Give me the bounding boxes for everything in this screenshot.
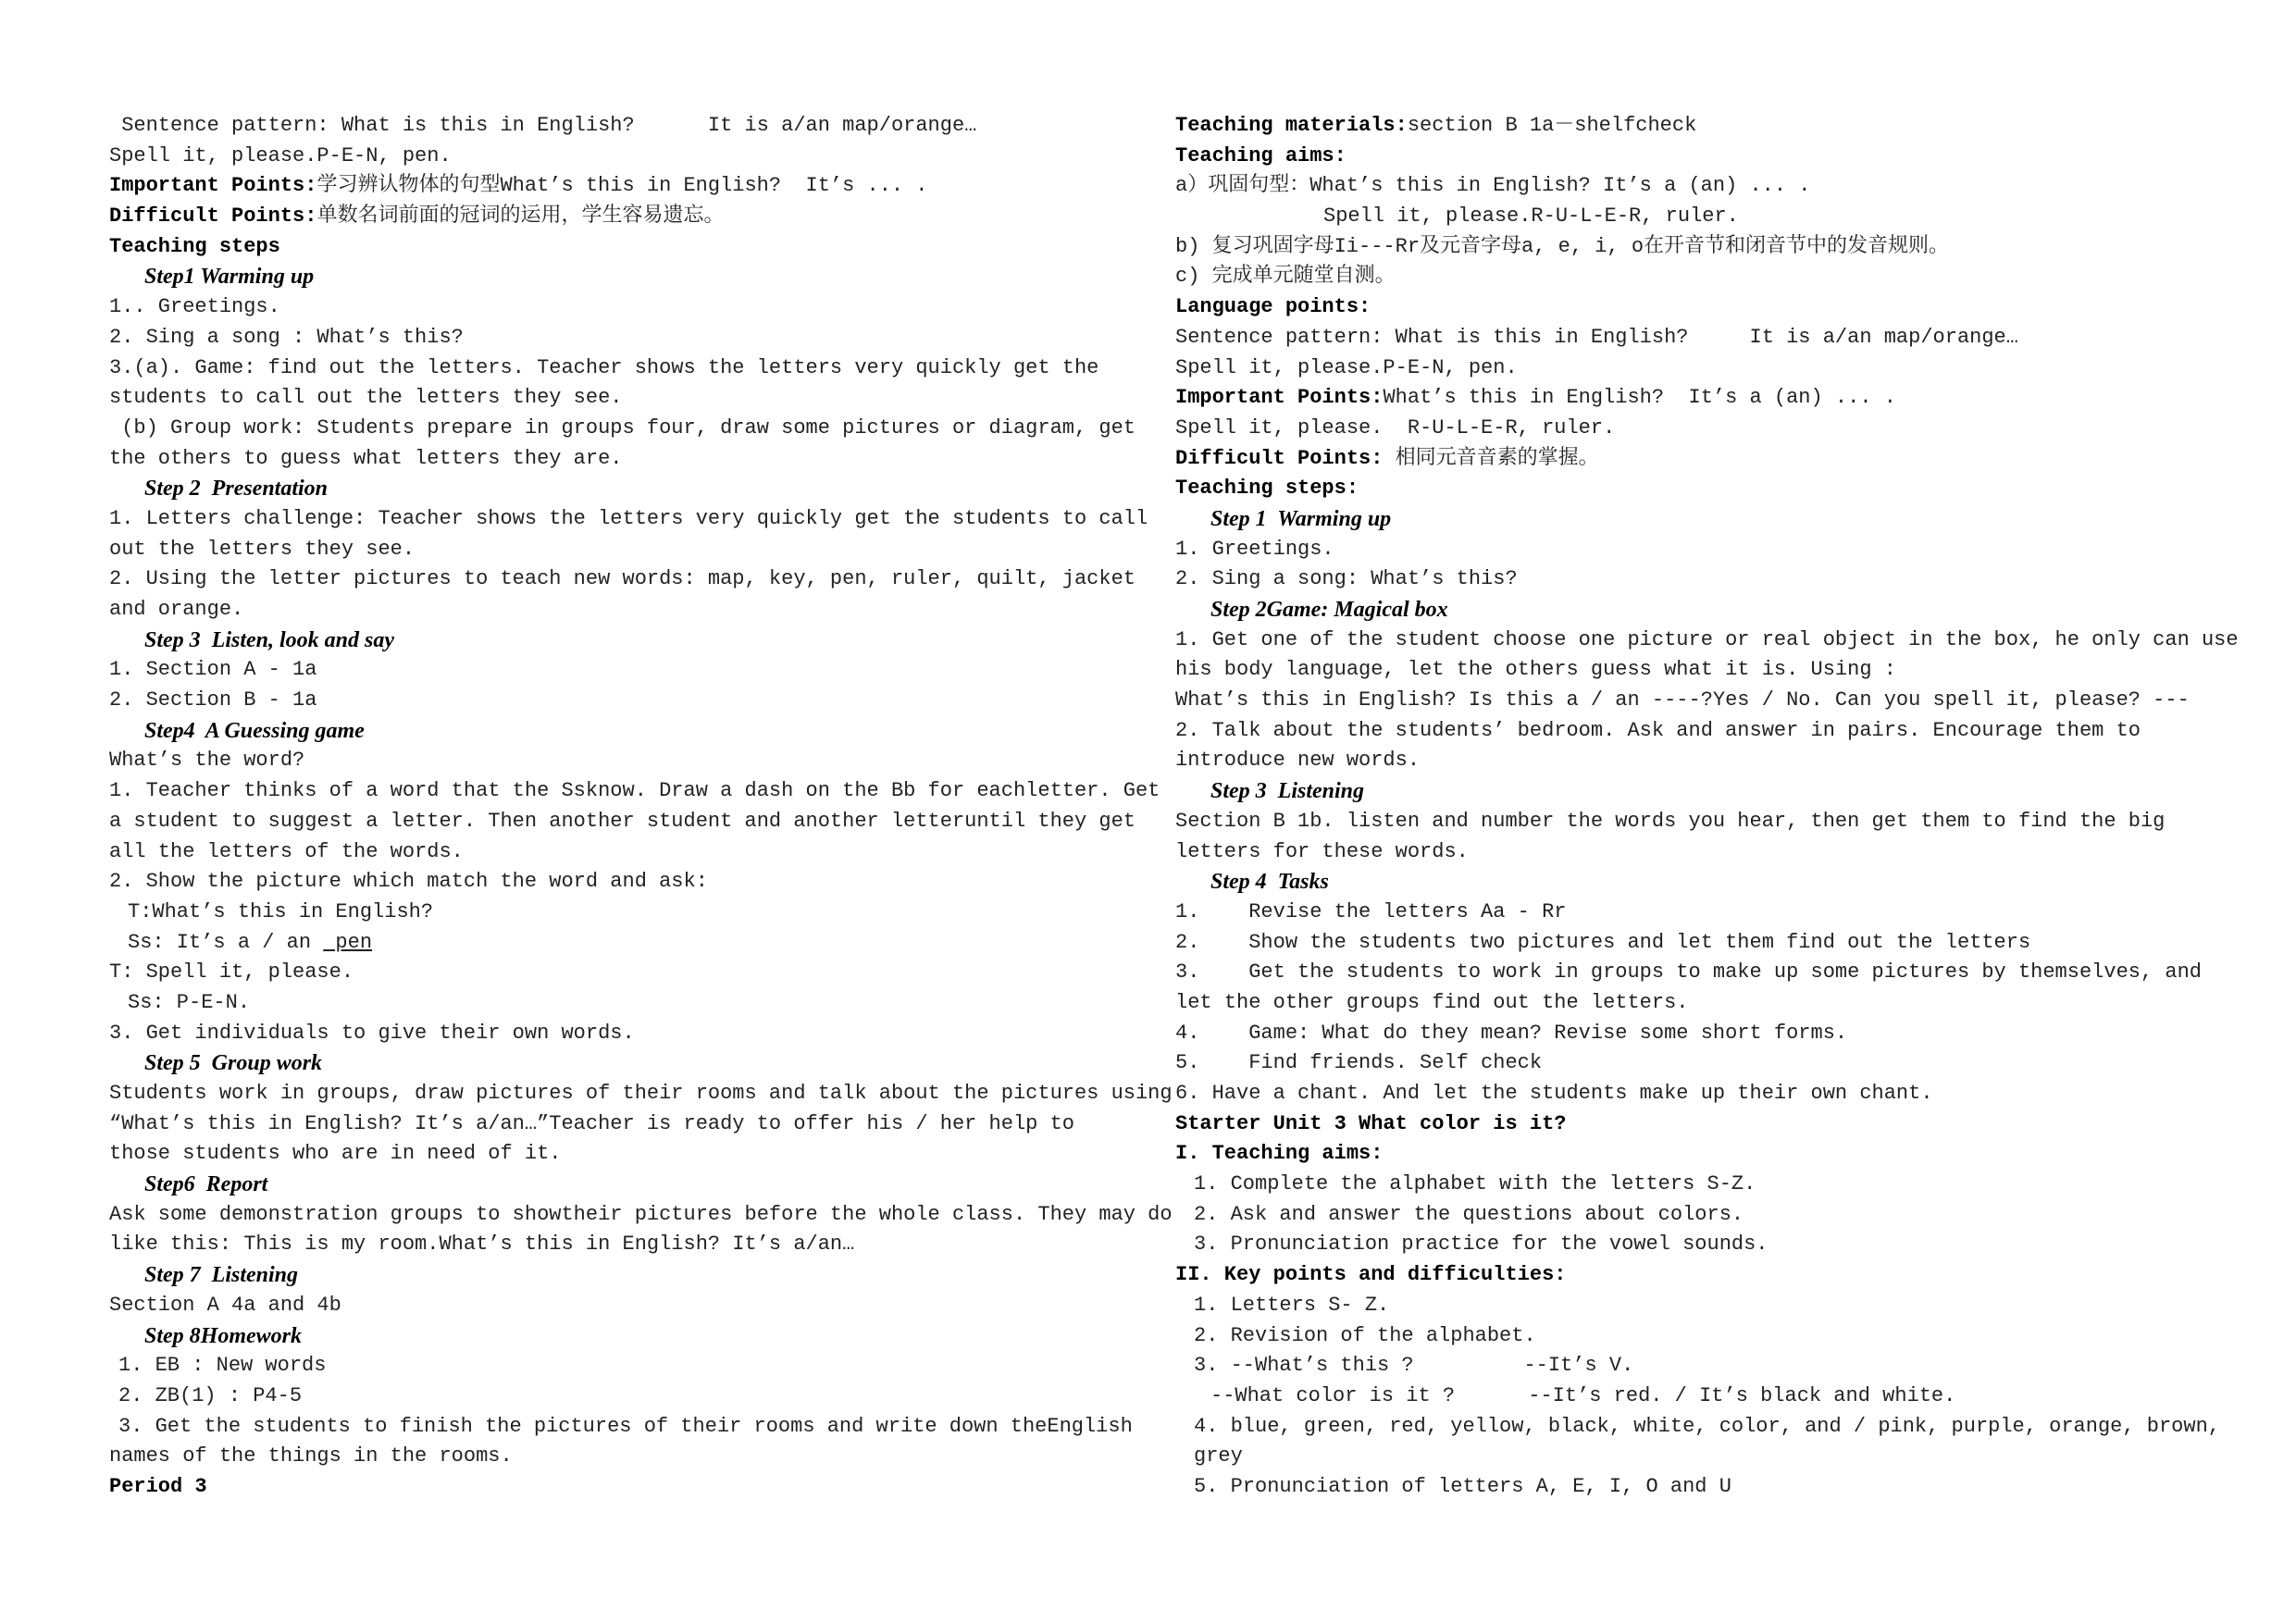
- list-item: 2. Ask and answer the questions about colors.: [1194, 1202, 1744, 1226]
- teaching-aims-heading: I. Teaching aims:: [1175, 1142, 1384, 1166]
- underlined-answer: pen: [323, 930, 373, 954]
- left-column: [109, 111, 1173, 1503]
- step-heading: Step4 A Guessing game: [144, 718, 365, 743]
- difficult-points-label: Difficult Points:: [1175, 446, 1384, 470]
- step-heading: Step 3 Listen, look and say: [144, 627, 395, 652]
- text-line: Students work in groups, draw pictures of their rooms and talk about the pictures using: [109, 1082, 1173, 1105]
- text-line: 2. Using the letter pictures to teach new words: map, key, pen, ruler, quilt, jacket: [109, 567, 1136, 591]
- dialogue-line: [109, 928, 1155, 959]
- step-heading: Step 7 Listening: [144, 1263, 299, 1288]
- teaching-materials: [1175, 111, 2212, 142]
- list-item: 5. Pronunciation of letters A, E, I, O and U: [1194, 1474, 1731, 1498]
- text-line: Spell it, please.P-E-N, pen.: [1175, 355, 1518, 379]
- important-points-label: Important Points:: [109, 174, 317, 198]
- text-line: Spell it, please.R-U-L-E-R, ruler.: [1323, 204, 1739, 229]
- text-line: 1. Greetings.: [1175, 537, 1334, 561]
- list-item: 3. Pronunciation practice for the vowel sounds.: [1194, 1233, 1769, 1257]
- unit-heading: Starter Unit 3 What color is it?: [1175, 1111, 1567, 1135]
- text-line: 2. Talk about the students’ bedroom. Ask and answer in pairs. Encourage them to: [1175, 718, 2141, 742]
- text-line: the others to guess what letters they are.: [109, 446, 623, 470]
- text-line: 3. Get the students to work in groups to make up some pictures by themselves, and: [1175, 960, 2202, 985]
- text-line: “What’s this in English? It’s a/an…”Teacher is ready to offer his / her help to: [109, 1111, 1074, 1135]
- text-line: Section B 1b. listen and number the words you hear, then get them to find the big: [1175, 809, 2166, 833]
- text-line: his body language, let the others guess what it is. Using :: [1175, 658, 1896, 682]
- text-line: What’s the word?: [109, 749, 305, 773]
- period-heading: Period 3: [109, 1474, 207, 1498]
- text-line: T:What’s this in English?: [128, 899, 434, 923]
- text-line: 3. Get individuals to give their own words.: [109, 1021, 635, 1045]
- text-line: out the letters they see.: [109, 537, 416, 561]
- sentence-pattern: Sentence pattern: What is this in English? It is a/an map/orange…: [109, 114, 977, 137]
- text-line: Ss: P-E-N.: [128, 990, 251, 1014]
- text-line: and orange.: [109, 598, 244, 621]
- list-item: 2. Revision of the alphabet.: [1194, 1323, 1536, 1347]
- text-line: What’s this in English? Is this a / an ----?Yes / No. Can you spell it, please? ---: [1175, 688, 2190, 712]
- text-line: Ask some demonstration groups to showtheir pictures before the whole class. They may do: [109, 1202, 1173, 1226]
- difficult-points-label: Difficult Points:: [109, 204, 317, 229]
- text-line: 1. Section A - 1a: [109, 658, 317, 682]
- text-line: 2. Show the students two pictures and let them find out the letters: [1175, 930, 2031, 954]
- text-line: 1. Get one of the student choose one picture or real object in the box, he only can use: [1175, 627, 2239, 651]
- teaching-materials-label: Teaching materials:: [1175, 114, 1408, 137]
- text-line: introduce new words.: [1175, 749, 1421, 773]
- text-line: 2. Show the picture which match the word and ask:: [109, 870, 708, 894]
- key-points-heading: II. Key points and difficulties:: [1175, 1263, 1567, 1287]
- step-heading: Step 8Homework: [144, 1323, 303, 1348]
- text-line: let the other groups find out the letters.: [1175, 990, 1689, 1014]
- text-line: all the letters of the words.: [109, 839, 464, 863]
- text-line: letters for these words.: [1175, 839, 1469, 863]
- important-points: [1175, 383, 2212, 414]
- text-line: b) 复习巩固字母Ii---Rr及元音字母a, e, i, o在开音节和闭音节中的发音规则。: [1175, 234, 1950, 258]
- text-line: Section A 4a and 4b: [109, 1293, 341, 1317]
- list-item: --What color is it ? --It’s red. / It’s black and white.: [1210, 1383, 1956, 1407]
- step-heading: Step 1 Warming up: [1210, 506, 1392, 531]
- text-line: 1. Teacher thinks of a word that the Ssknow. Draw a dash on the Bb for eachletter. Get: [109, 779, 1160, 803]
- text-line: 2. ZB(1) : P4-5: [118, 1383, 303, 1407]
- spell-line: Spell it, please.P-E-N, pen.: [109, 143, 452, 167]
- list-item: 4. blue, green, red, yellow, black, white, color, and / pink, purple, orange, brown,: [1194, 1414, 2220, 1438]
- text-line: 1. Letters challenge: Teacher shows the letters very quickly get the students to call: [109, 506, 1148, 530]
- text-line: Spell it, please. R-U-L-E-R, ruler.: [1175, 415, 1616, 440]
- teaching-steps-heading: Teaching steps:: [1175, 477, 1359, 501]
- text-line: Sentence pattern: What is this in English? It is a/an map/orange…: [1175, 325, 2018, 349]
- text-line: those students who are in need of it.: [109, 1142, 562, 1166]
- teaching-materials-text: section B 1a－shelfcheck: [1407, 114, 1697, 137]
- text-line: a）巩固句型：What’s this in English? It’s a (an) ... .: [1175, 174, 1811, 198]
- step-heading: Step 2 Presentation: [144, 477, 329, 502]
- list-item: 3. --What’s this ? --It’s V.: [1194, 1354, 1634, 1378]
- step-heading: Step 3 Listening: [1210, 779, 1365, 804]
- important-points-text: 学习辨认物体的句型What’s this in English? It’s ... .: [316, 174, 928, 198]
- teaching-steps-heading: Teaching steps: [109, 234, 280, 258]
- important-points: [109, 171, 1155, 202]
- step-heading: Step6 Report: [144, 1172, 268, 1197]
- step-heading: Step 4 Tasks: [1210, 870, 1329, 895]
- teaching-aims-heading: Teaching aims:: [1175, 143, 1347, 167]
- text-line: 2. Sing a song : What’s this?: [109, 325, 464, 349]
- text-line: 2. Sing a song: What’s this?: [1175, 567, 1518, 591]
- important-points-label: Important Points:: [1175, 386, 1384, 410]
- difficult-points-text: 相同元音音素的掌握。: [1383, 446, 1599, 470]
- text-line: like this: This is my room.What’s this in English? It’s a/an…: [109, 1233, 855, 1257]
- difficult-points: [1175, 444, 2212, 475]
- step-heading: Step 2Game: Magical box: [1210, 598, 1448, 622]
- text-line: (b) Group work: Students prepare in groups four, draw some pictures or diagram, get: [109, 415, 1136, 440]
- step-heading: Step1 Warming up: [144, 265, 315, 290]
- list-item: 1. Complete the alphabet with the letters S-Z.: [1194, 1172, 1756, 1196]
- text-line: names of the things in the rooms.: [109, 1444, 513, 1468]
- text-line: a student to suggest a letter. Then another student and another letteruntil they get: [109, 809, 1136, 833]
- text-line: c) 完成单元随堂自测。: [1175, 265, 1396, 289]
- text-line: 3.(a). Game: find out the letters. Teacher shows the letters very quickly get the: [109, 355, 1099, 379]
- dialogue-prompt: Ss: It’s a / an: [128, 930, 324, 954]
- text-line: T: Spell it, please.: [109, 960, 354, 985]
- text-line: 4. Game: What do they mean? Revise some short forms.: [1175, 1021, 1848, 1045]
- text-line: 1.. Greetings.: [109, 295, 280, 319]
- step-heading: Step 5 Group work: [144, 1051, 323, 1076]
- list-item: grey: [1194, 1444, 1243, 1468]
- language-points-heading: Language points:: [1175, 295, 1371, 319]
- difficult-points-text: 单数名词前面的冠词的运用，学生容易遗忘。: [316, 204, 725, 229]
- text-line: 2. Section B - 1a: [109, 688, 317, 712]
- right-column: [1175, 111, 2239, 1503]
- text-line: 1. EB : New words: [118, 1354, 327, 1378]
- important-points-text: What’s this in English? It’s a (an) ... .: [1383, 386, 1896, 410]
- text-line: 5. Find friends. Self check: [1175, 1051, 1543, 1075]
- difficult-points: [109, 202, 1155, 232]
- list-item: 1. Letters S- Z.: [1194, 1293, 1390, 1317]
- text-line: 3. Get the students to finish the pictures of their rooms and write down theEnglish: [118, 1414, 1133, 1438]
- text-line: 6. Have a chant. And let the students make up their own chant.: [1175, 1082, 1933, 1105]
- text-line: students to call out the letters they see.: [109, 386, 623, 410]
- text-line: 1. Revise the letters Aa - Rr: [1175, 899, 1567, 923]
